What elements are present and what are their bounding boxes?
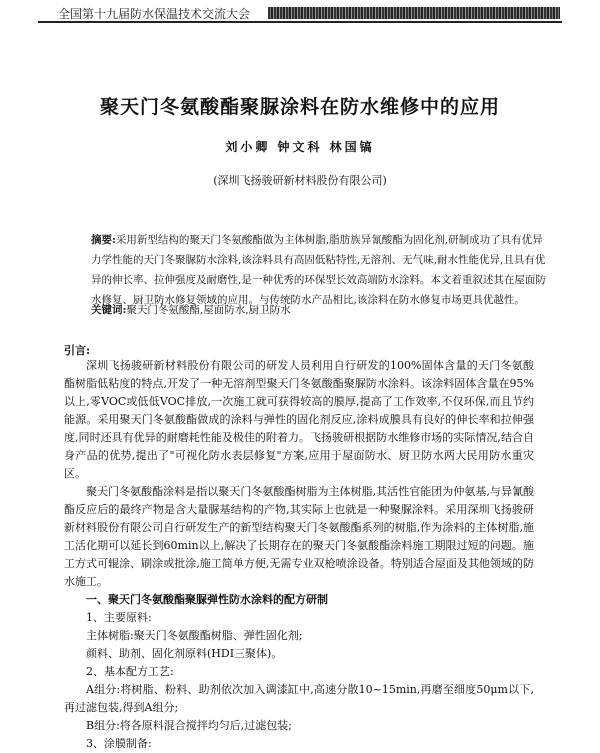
paragraph: 深圳飞扬骏研新材料股份有限公司的研发人员利用自行研发的100%固体含量的天门冬氨酸酯树脂低粘度的特点,开发了一种无溶剂型聚天门冬氨酸酯聚脲防水涂料。该涂料固体含量在95%以上,零VOC或低低VOC排放,一次施工就可获得较高的膜厚,提高了工作效率,不仅环保,而且节约能源。采用聚天门冬氨酸酯做成的涂料与弹性的固化剂反应,涂料成膜具有良好的伸长率和拉伸强度,同时还具有优异的耐磨耗性能及极佳的附着力。飞扬骏研根据防水维修市场的实际情况,结合自身产品的优势,提出了"可视化防水表层修复"方案,应用于屋面防水、厨卫防水两大民用防水重灾区。: [64, 359, 534, 480]
subheading: 1、主要原料:: [86, 611, 152, 624]
paragraph: 聚天门冬氨酸酯涂料是指以聚天门冬氨酸酯树脂为主体树脂,其活性官能团为仲氨基,与异氰酸酯反应后的最终产物是含大量脲基结构的产物,其实际上也就是一种聚脲涂料。采用深圳飞扬骏研新材料股份有限公司自行研发生产的新型结构聚天门冬氨酸酯系列的树脂,作为涂料的主体树脂,施工活化期可以延长到60min以上,解决了长期存在的聚天门冬氨酸酯涂料施工期限过短的问题。施工方式可辊涂、刷涂或批涂,施工简单方便,无需专业双枪喷涂设备。特别适合屋面及其他领域的防水施工。: [64, 485, 534, 588]
paragraph: 颜料、助剂、固化剂原料(HDI三聚体)。: [86, 647, 283, 660]
header-rule: [38, 21, 562, 23]
intro-heading: 引言:: [64, 344, 91, 357]
section-heading: 一、聚天门冬氨酸酯聚脲弹性防水涂料的配方研制: [86, 593, 328, 606]
keywords-label: 关键词:: [91, 304, 127, 316]
authors: 刘小卿 钟文科 林国镐: [225, 140, 375, 154]
paragraph: 主体树脂:聚天门冬氨酸酯树脂、弹性固化剂;: [86, 629, 303, 642]
paragraph: A组分:将树脂、粉料、助剂依次加入调漆缸中,高速分散10~15min,再磨至细度50μm以下,再过滤包装,得到A组分;: [64, 683, 534, 714]
subheading: 3、涂膜制备:: [86, 737, 152, 750]
running-header: [0, 0, 600, 26]
abstract-text: 采用新型结构的聚天门冬氨酸酯做为主体树脂,脂肪族异氰酸酯为固化剂,研制成功了具有优异力学性能的天门冬聚脲防水涂料,该涂料具有高固低粘特性,无溶剂、无气味,耐水性能优异,且具有优异的伸长率、拉伸强度及耐磨性,是一种优秀的环保型长效高端防水涂料。本文着重叙述其在屋面防水修复、厨卫防水修复领域的应用。与传统防水产品相比,该涂料在防水修复市场更具优越性。: [91, 234, 546, 306]
subheading: 2、基本配方工艺:: [86, 665, 174, 678]
paragraph: B组分:将各原料混合搅拌均匀后,过滤包装;: [86, 719, 292, 732]
header-band: [268, 7, 560, 19]
affiliation: (深圳飞扬骏研新材料股份有限公司): [213, 174, 387, 187]
paper-title: 聚天门冬氨酸酯聚脲涂料在防水维修中的应用: [99, 96, 500, 118]
abstract-label: 摘要:: [91, 234, 116, 246]
body-text: [64, 357, 534, 753]
keywords: [91, 302, 546, 317]
abstract: [91, 230, 546, 310]
conference-name: 全国第十九届防水保温技术交流大会: [58, 7, 251, 21]
keywords-text: 聚天门冬氨酸酯,屋面防水,厨卫防水: [126, 304, 291, 316]
